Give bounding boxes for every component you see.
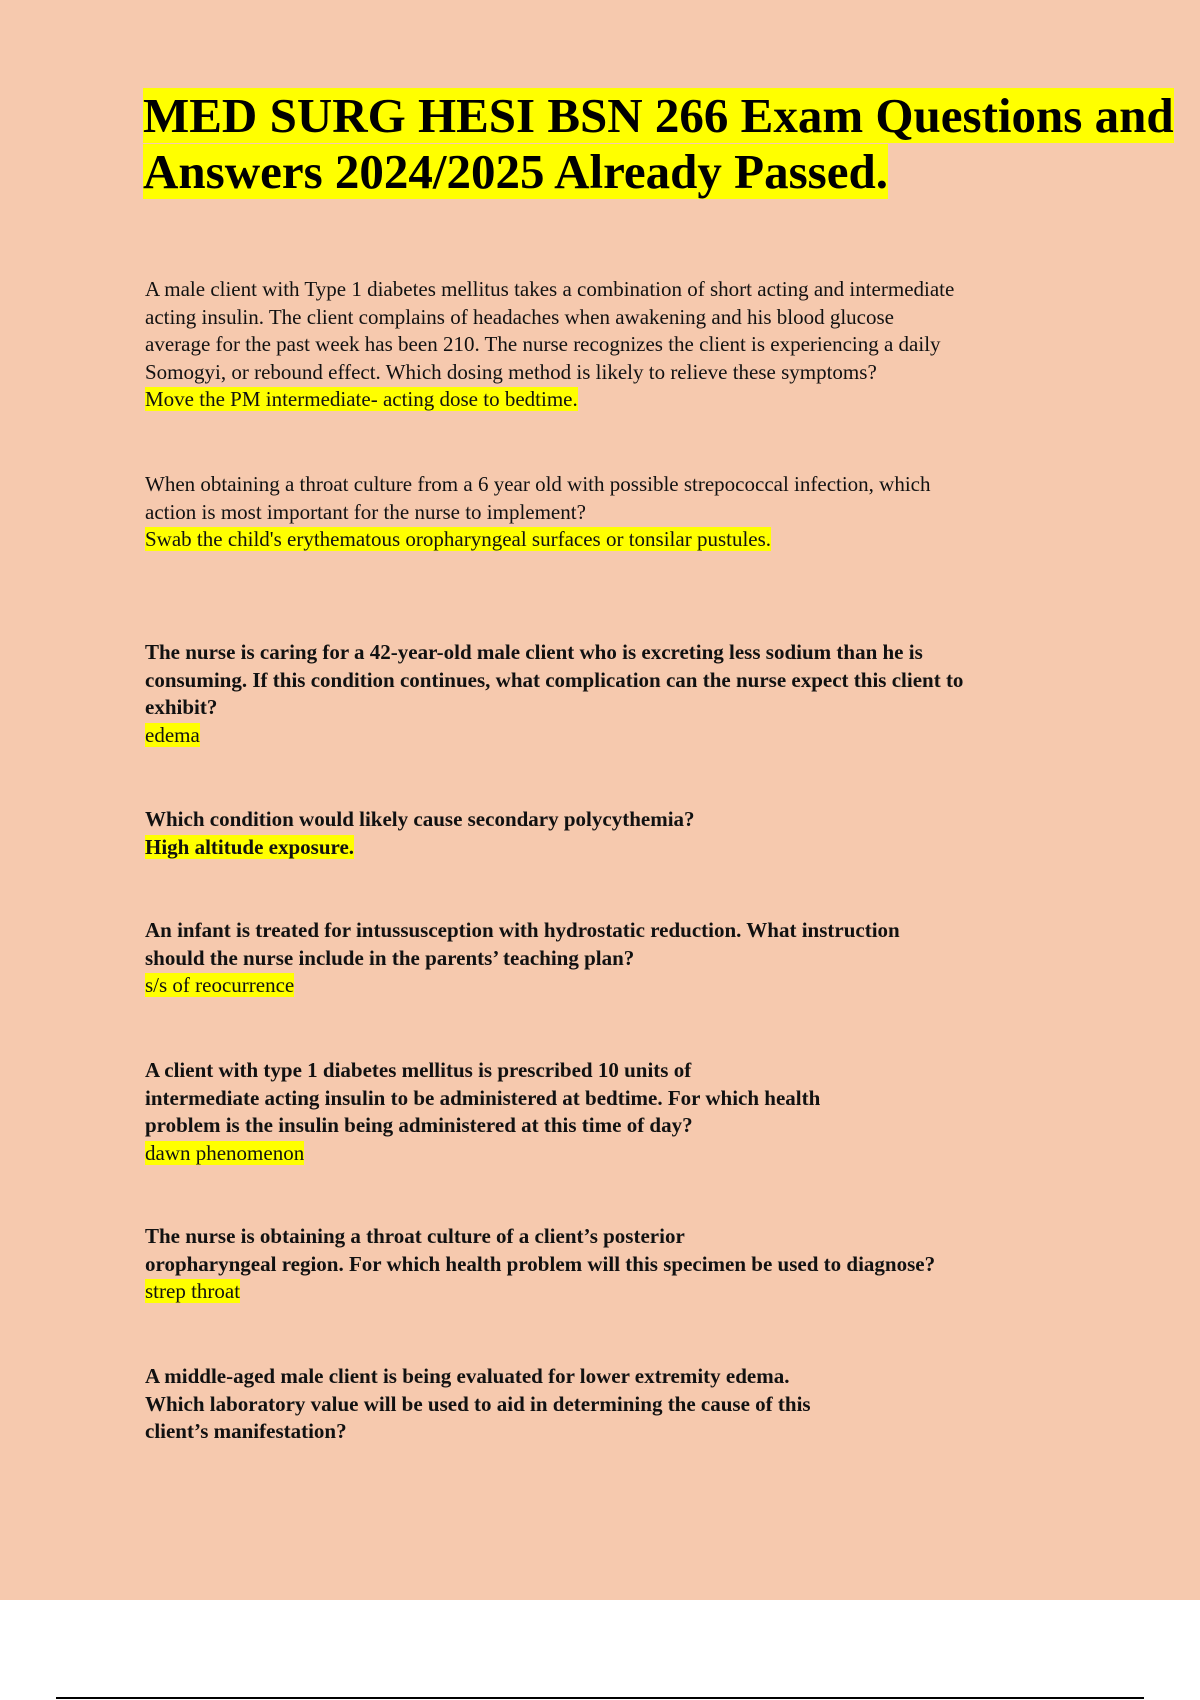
question-text: An infant is treated for intussusception with hydrostatic reduction. What instruction should the nurse include in the parents’ teaching plan? [145,918,900,970]
answer-text: strep throat [145,1279,241,1303]
qa-item-3 [145,639,1105,749]
qa-item-5 [145,917,1105,1000]
answer-text: High altitude exposure. [145,834,355,859]
qa-item-8 [145,1363,1105,1446]
question-text: The nurse is caring for a 42-year-old male client who is excreting less sodium than he is consuming. If this condition continues, what complication can the nurse expect this client to exhibit? [145,640,964,719]
question-text: A client with type 1 diabetes mellitus is prescribed 10 units of intermediate acting insulin to be administered at bedtime. For which health problem is the insulin being administered at this time of day? [145,1058,821,1137]
answer-text: dawn phenomenon [145,1140,305,1165]
qa-item-2 [145,471,1105,554]
question-text: A middle-aged male client is being evaluated for lower extremity edema. Which laboratory value will be used to aid in determining the cause of this client’s manifestation? [145,1364,811,1443]
question-text: The nurse is obtaining a throat culture of a client’s posterior oropharyngeal region. For which health problem will this specimen be used to diagnose? [145,1224,936,1276]
question-text: Which condition would likely cause secondary polycythemia? [145,807,695,831]
answer-text: edema [145,722,200,747]
answer-text: Swab the child's erythematous oropharyngeal surfaces or tonsilar pustules. [145,527,772,551]
footer-divider [56,1697,1144,1699]
qa-item-4 [145,806,1105,861]
question-text: A male client with Type 1 diabetes mellitus takes a combination of short acting and intermediate acting insulin. The client complains of headaches when awakening and his blood glucose average for the past week has been 210. The nurse recognizes the client is experiencing a daily Somogyi, or rebound effect. Which dosing method is likely to relieve these symptoms? [145,277,955,384]
answer-text: s/s of reocurrence [145,973,295,997]
answer-text: Move the PM intermediate- acting dose to bedtime. [145,387,578,411]
qa-item-1 [145,276,1105,414]
question-text: When obtaining a throat culture from a 6 year old with possible strepococcal infection, which action is most important for the nurse to implement? [145,472,931,524]
document-title [143,88,1183,200]
document-title-text: MED SURG HESI BSN 266 Exam Questions and Answers 2024/2025 Already Passed. [143,88,1174,199]
qa-item-6 [145,1057,1105,1167]
qa-item-7 [145,1223,1105,1306]
